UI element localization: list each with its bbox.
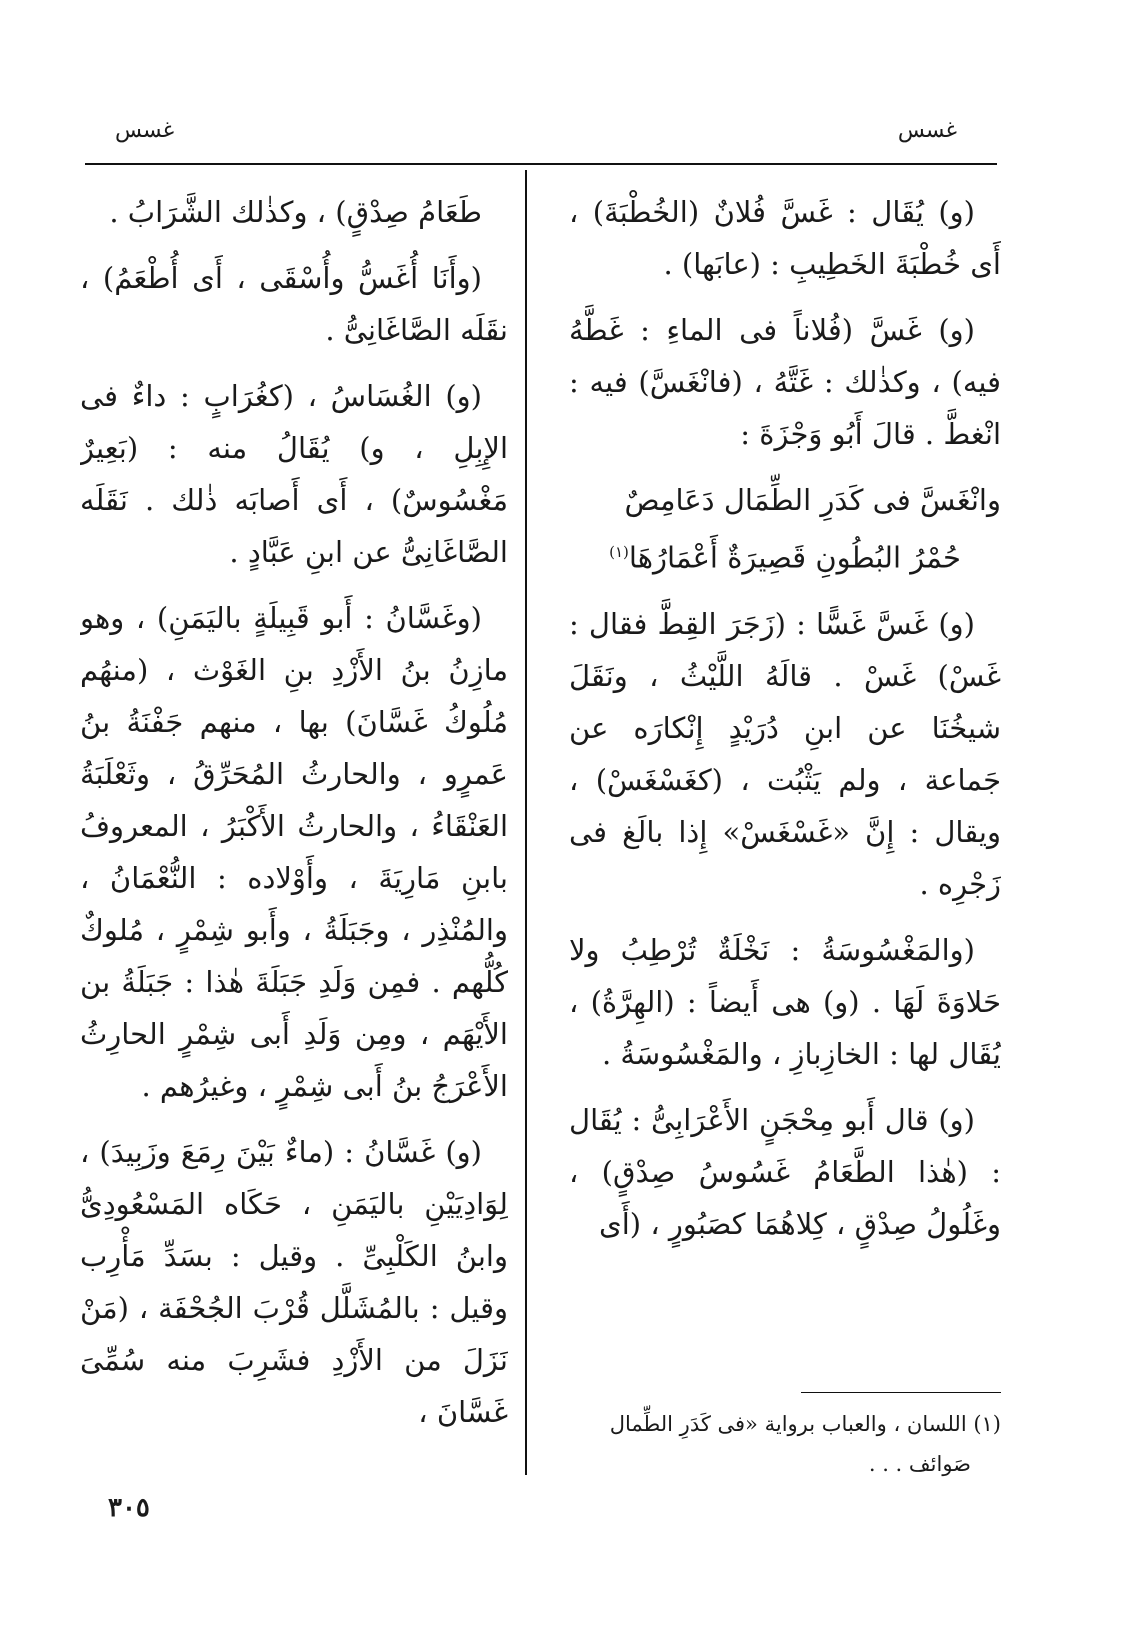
paragraph: (و) الغُسَاسُ ، (كغُرَابٍ : داءٌ فى الإِبِلِ ، و) يُقَالُ منه : (بَعِيرٌ مَغْسُوسٌ) ، أَى أَصابَه ذٰلك . نَقَلَه الصَّاغَانِىُّ عن ابنِ عَبَّادٍ . — [80, 379, 508, 569]
verse-text: حُمْرُ البُطُونِ قَصِيرَةٌ أَعْمَارُهَا — [628, 540, 961, 575]
footnote-line: (١) اللسان ، والعباب برواية «فى كَدَرِ الطِّمال — [609, 1412, 1001, 1436]
right-column — [569, 186, 1001, 1398]
page-number: ٣٠٥ — [108, 1493, 150, 1523]
paragraph: (و) غَسَّانُ : (ماءٌ بَيْنَ رِمَعَ وزَبِيدَ) ، لِوَادِيَيْنِ باليَمَنِ ، حَكَاه المَسْعُودِىُّ وابنُ الكَلْبِىِّ . وقيل : بسَدِّ مَأْرِب وقيل : بالمُشَلَّل قُرْبَ الجُحْفَة ، (مَنْ نَزَلَ من الأَزْدِ فشَرِبَ منه سُمِّىَ غَسَّانَ ، — [80, 1135, 508, 1429]
running-head-left: غسس — [115, 118, 175, 143]
paragraph: طَعَامُ صِدْقٍ) ، وكذٰلك الشَّرَابُ . — [109, 195, 482, 229]
verse-line: وانْغَسَّ فى كَدَرِ الطِّمَال دَعَامِصٌ — [624, 483, 1001, 517]
footnote — [569, 1404, 1001, 1484]
footnote-marker: (١) — [609, 543, 629, 561]
header-rule — [85, 163, 997, 165]
paragraph: (و) غَسَّ غَسًّا : (زَجَرَ القِطَّ فقال : غَسْ) غَسْ . قالَهُ اللَّيْثُ ، ونَقَلَ شيخُنَا عن ابنِ دُرَيْدٍ إِنْكارَه عن جَماعة ، ولم يَثْبُت ، (كغَسْغَسْ) ، ويقال : إِنَّ «غَسْغَسْ» إِذا بالَغ فى زَجْرِه . — [569, 606, 1001, 901]
verse — [569, 474, 1001, 584]
running-head-right: غسس — [897, 118, 957, 143]
column-divider — [525, 170, 527, 1475]
verse-line — [569, 526, 1001, 584]
footnote-line: صَوائف . . . — [868, 1452, 971, 1476]
paragraph: (وأَنَا أُغَسُّ وأُسْقَى ، أَى أُطْعَمُ) ، نقَلَه الصَّاغَانِىُّ . — [80, 261, 508, 347]
paragraph: (و) غَسَّ (فُلاناً فى الماءِ : غَطَّهُ فيه) ، وكذٰلك : غَتَّهُ ، (فانْغَسَّ) فيه : انْغطَّ . قالَ أَبُو وَجْزَةَ : — [569, 313, 1001, 451]
left-column — [80, 186, 508, 1491]
paragraph: (وغَسَّانُ : أَبو قَبِيلَةٍ باليَمَنِ) ، وهو مازِنُ بنُ الأَزْدِ بنِ الغَوْث ، (منهُم مُلُوكُ غَسَّانَ) بها ، منهم جَفْنَةُ بنُ عَمرٍو ، والحارثُ المُحَرِّقُ ، وثَعْلَبَةُ العَنْقَاءُ ، والحارثُ الأَكْبَرُ ، المعروفُ بابنِ مَارِيَةَ ، وأَوْلاده : النُّعْمَانُ ، والمُنْذِر ، وجَبَلَةُ ، وأَبو شِمْرٍ ، مُلوكٌ كُلُّهم . فمِن وَلَدِ جَبَلَةَ هٰذا : جَبَلَةُ بن الأَيْهَم ، ومِن وَلَدِ أَبى شِمْرٍ الحارِثُ الأَعْرَجُ بنُ أَبى شِمْرٍ ، وغيرُهم . — [80, 601, 508, 1103]
paragraph: (و) قال أَبو مِحْجَنٍ الأَعْرَابِىُّ : يُقَال : (هٰذا الطَّعَامُ غَسُوسُ صِدْقٍ) ، وغَلُولُ صِدْقٍ ، كِلاهُمَا كصَبُورٍ ، (أَى — [569, 1102, 1001, 1241]
paragraph: (والمَغْسُوسَةُ : نَخْلَةٌ تُرْطِبُ ولا حَلاوَةَ لَهَا . (و) هى أَيضاً : (الهِرَّةُ) ، يُقَال لها : الخازِبازِ ، والمَغْسُوسَةُ . — [569, 932, 1001, 1071]
paragraph: (و) يُقَال : غَسَّ فُلانٌ (الخُطْبَةَ) ، أَى خُطْبَةَ الخَطِيبِ : (عابَها) . — [569, 195, 1001, 281]
footnote-rule — [801, 1392, 1001, 1393]
